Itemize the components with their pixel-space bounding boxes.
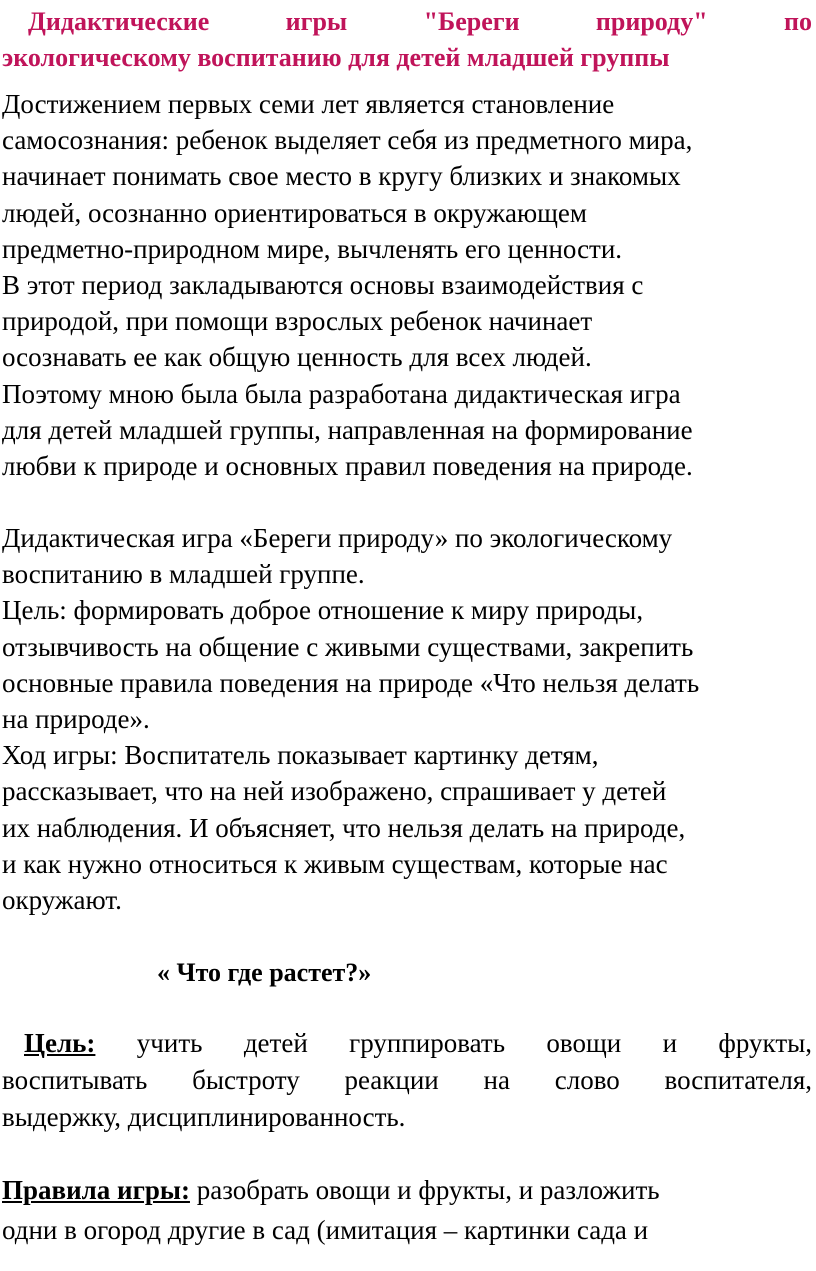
text-line: отзывчивость на общение с живыми существами, закрепить [2, 631, 694, 662]
text-line: Ход игры: Воспитатель показывает картинку детям, [2, 740, 599, 771]
title-line-1: Дидактические игры "Береги природу" по [28, 7, 812, 36]
intro-paragraph [2, 86, 814, 484]
text-line: самосознания: ребенок выделяет себя из предметного мира, [2, 125, 693, 156]
game-description-paragraph [2, 520, 814, 918]
text-line: людей, осознанно ориентироваться в окружающем [2, 197, 587, 228]
goal-text: учить детей группировать овощи и фрукты, [136, 1028, 813, 1058]
text-line: начинает понимать свое место в кругу близких и знакомых [2, 161, 681, 192]
goal-section [2, 1025, 812, 1136]
text-line: В этот период закладываются основы взаимодействия с [2, 270, 644, 301]
text-line: воспитанию в младшей группе. [2, 559, 365, 590]
document-title [2, 4, 812, 76]
text-line: окружают. [2, 885, 122, 916]
text-line: Поэтому мною была была разработана дидактическая игра [2, 378, 681, 409]
text-line: и как нужно относиться к живым существам, которые нас [2, 848, 668, 879]
goal-third-line: выдержку, дисциплинированность. [2, 1102, 406, 1132]
rules-section [2, 1170, 812, 1250]
text-line: основные правила поведения на природе «Что нельзя делать [2, 667, 700, 698]
rules-label: Правила игры: [2, 1175, 190, 1205]
goal-second-line: воспитывать быстроту реакции на слово воспитателя, [2, 1065, 812, 1095]
game-heading: « Что где растет?» [157, 958, 372, 987]
goal-label: Цель: [24, 1028, 96, 1058]
text-line: Цель: формировать доброе отношение к миру природы, [2, 595, 644, 626]
text-line: на природе». [2, 704, 150, 735]
text-line: осознавать ее как общую ценность для всех людей. [2, 342, 592, 373]
text-line: любви к природе и основных правил поведения на природе. [2, 451, 693, 482]
rules-second-line: одни в огород другие в сад (имитация – картинки сада и [2, 1215, 649, 1245]
text-line: Дидактическая игра «Береги природу» по экологическому [2, 523, 673, 553]
text-line: их наблюдения. И объясняет, что нельзя делать на природе, [2, 812, 686, 843]
text-line: рассказывает, что на ней изображено, спрашивает у детей [2, 776, 667, 807]
text-line: для детей младшей группы, направленная на формирование [2, 414, 693, 445]
title-line-2: экологическому воспитанию для детей младшей группы [2, 43, 670, 72]
text-line: природой, при помощи взрослых ребенок начинает [2, 306, 593, 337]
goal-first-line [2, 1025, 812, 1062]
text-line: Достижением первых семи лет является становление [2, 89, 615, 119]
rules-text: разобрать овощи и фрукты, и разложить [196, 1175, 660, 1205]
text-line: предметно-природном мире, вычленять его ценности. [2, 233, 623, 264]
rules-first-line [2, 1170, 812, 1210]
